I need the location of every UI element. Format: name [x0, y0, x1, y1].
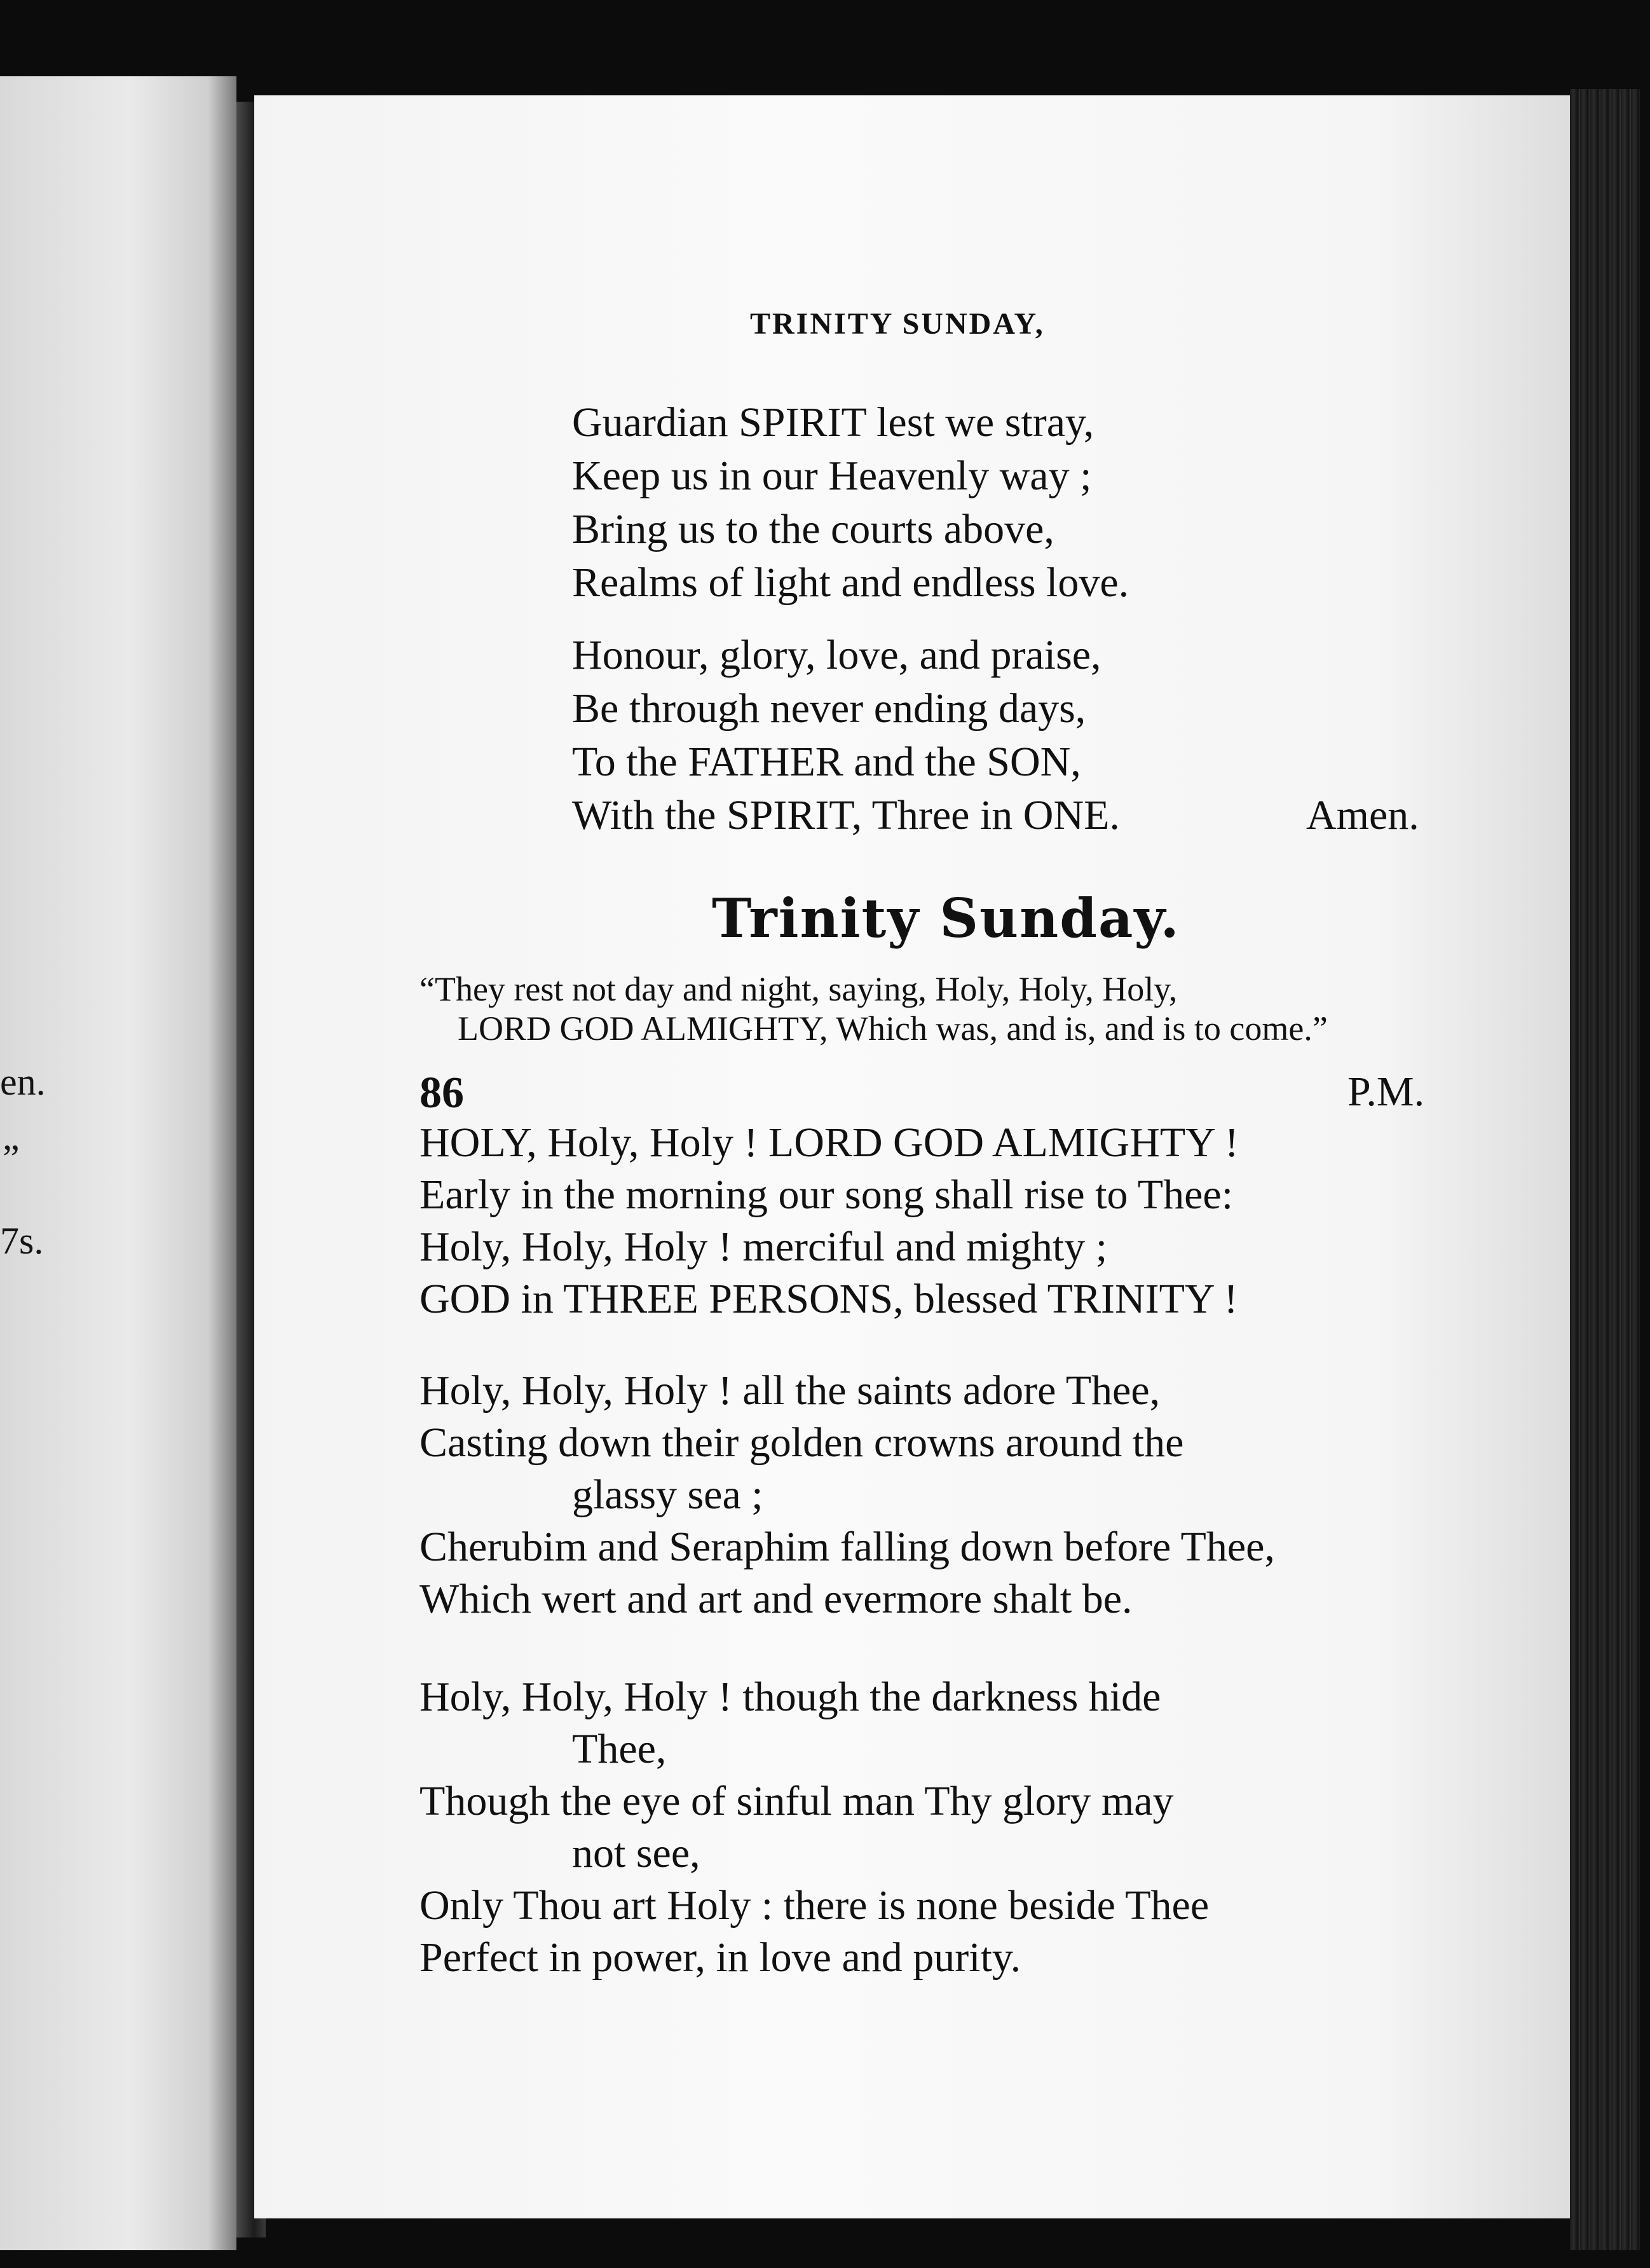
verse-line: Realms of light and endless love.: [572, 559, 1129, 606]
verse-line: To the FATHER and the SON,: [572, 739, 1081, 785]
section-title: Trinity Sunday.: [712, 887, 1180, 950]
left-facing-page: [0, 76, 236, 2250]
epigraph-line: “They rest not day and night, saying, Holy, Holy, Holy,: [419, 970, 1178, 1008]
amen: Amen.: [1306, 792, 1419, 838]
verse-line: Holy, Holy, Holy ! though the darkness hide: [419, 1674, 1161, 1720]
left-page-fragment: 7s.: [0, 1220, 44, 1262]
verse-line: With the SPIRIT, Three in ONE.: [572, 792, 1120, 838]
page-edges: [1570, 89, 1640, 2250]
verse-line: Be through never ending days,: [572, 685, 1086, 732]
verse-line: Casting down their golden crowns around the: [419, 1419, 1184, 1466]
verse-line: Holy, Holy, Holy ! all the saints adore Thee,: [419, 1367, 1161, 1414]
verse-line: Only Thou art Holy : there is none beside Thee: [419, 1882, 1210, 1929]
verse-line: Which wert and art and evermore shalt be.: [419, 1576, 1133, 1622]
verse-line: Cherubim and Seraphim falling down before Thee,: [419, 1524, 1275, 1570]
verse-line: HOLY, Holy, Holy ! LORD GOD ALMIGHTY !: [419, 1119, 1239, 1166]
verse-line: GOD in THREE PERSONS, blessed TRINITY !: [419, 1276, 1238, 1322]
verse-line: Thee,: [572, 1726, 667, 1772]
hymn-number: 86: [419, 1069, 464, 1117]
epigraph-line: LORD GOD ALMIGHTY, Which was, and is, and is to come.”: [458, 1009, 1328, 1048]
left-page-fragment: ”: [3, 1137, 20, 1179]
verse-line: not see,: [572, 1830, 700, 1876]
verse-line: Bring us to the courts above,: [572, 506, 1054, 552]
verse-line: Perfect in power, in love and purity.: [419, 1934, 1021, 1981]
verse-line: Though the eye of sinful man Thy glory may: [419, 1778, 1174, 1824]
verse-line: Guardian SPIRIT lest we stray,: [572, 399, 1094, 446]
hymn-meter: P.M.: [1347, 1069, 1425, 1115]
verse-line: Holy, Holy, Holy ! merciful and mighty ;: [419, 1224, 1108, 1270]
verse-line: Keep us in our Heavenly way ;: [572, 453, 1092, 499]
verse-line: glassy sea ;: [572, 1472, 763, 1518]
running-head: TRINITY SUNDAY,: [750, 307, 1045, 341]
left-page-fragment: en.: [0, 1061, 46, 1103]
verse-line: Honour, glory, love, and praise,: [572, 632, 1101, 678]
verse-line: Early in the morning our song shall rise to Thee:: [419, 1172, 1234, 1218]
